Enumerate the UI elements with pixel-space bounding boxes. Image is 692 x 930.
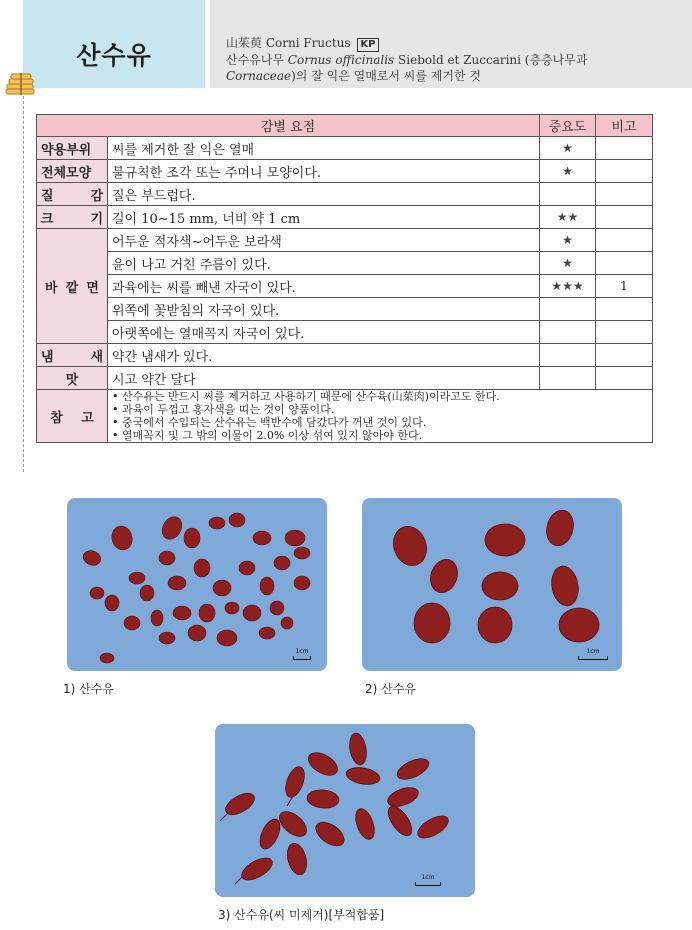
row-text: 씨를 제거한 잘 익은 열매: [108, 137, 540, 160]
dried-fruit-pieces-image: [67, 498, 327, 671]
row-note: [596, 183, 653, 206]
spaced-label: [41, 346, 103, 365]
reference-notes: [108, 390, 653, 443]
row-note: [596, 298, 653, 321]
header-line-3: [226, 67, 481, 84]
plant-name: 산수유나무: [226, 53, 284, 67]
scale-line: [578, 656, 608, 660]
species-name: Cornus officinalis: [287, 53, 395, 67]
identification-table: [36, 114, 653, 443]
latin-name: Corni Fructus: [265, 36, 351, 50]
photo-3: [215, 724, 475, 897]
table-row: [37, 298, 653, 321]
row-text: 길이 10∼15 mm, 너비 약 1 cm: [108, 206, 540, 229]
header-main: 감별 요점: [37, 115, 540, 137]
reference-item: • 중국에서 수입되는 산수유는 백반수에 담갔다가 꺼낸 것이 있다.: [112, 416, 427, 429]
row-label: 약용부위: [37, 137, 108, 160]
scale-bar: [415, 874, 441, 886]
row-text: 위쪽에 꽃받침의 자국이 있다.: [108, 298, 540, 321]
row-stars: [540, 183, 596, 206]
label-char: 기: [90, 211, 103, 227]
row-label: 전체모양: [37, 160, 108, 183]
row-note: [596, 321, 653, 344]
smell-label: [37, 344, 108, 367]
scale-label: 1cm: [295, 648, 309, 655]
row-stars: ★: [540, 252, 596, 275]
reference-item: • 산수유는 반드시 씨를 제거하고 사용하기 때문에 산수육(山茱肉)이라고도 한다.: [112, 390, 500, 403]
row-note: [596, 229, 653, 252]
label-char: 참: [50, 410, 63, 426]
header-line-1: [226, 34, 379, 52]
row-text: 아랫쪽에는 열매꼭지 자국이 있다.: [108, 321, 540, 344]
row-stars: ★: [540, 137, 596, 160]
row-stars: ★: [540, 160, 596, 183]
row-note: 1: [596, 275, 653, 298]
table-row: [37, 275, 653, 298]
label-char: 새: [90, 349, 103, 365]
table-row: [37, 160, 653, 183]
row-text: 어두운 적자색∼어두운 보라색: [108, 229, 540, 252]
scale-label: 1cm: [586, 648, 600, 655]
row-label: [37, 183, 108, 206]
label-char: 질: [41, 188, 54, 204]
row-text: 윤이 나고 거친 주름이 있다.: [108, 252, 540, 275]
row-stars: [540, 367, 596, 390]
table-row: [37, 390, 653, 443]
row-note: [596, 137, 653, 160]
margin-dashed-line: [23, 96, 24, 472]
reference-item: • 과육이 두껍고 홍자색을 띠는 것이 양품이다.: [112, 403, 335, 416]
header-note: 비고: [596, 115, 653, 137]
herb-bundle-icon: [4, 70, 38, 102]
row-text: 과육에는 씨를 빼낸 자국이 있다.: [108, 275, 540, 298]
photo-2: [362, 498, 622, 671]
scale-bar: [578, 648, 608, 660]
table-row: [37, 344, 653, 367]
table-row: [37, 229, 653, 252]
reference-item: • 열매꼭지 및 그 밖의 이물이 2.0% 이상 섞여 있지 않아야 한다.: [112, 429, 423, 442]
taste-text: 시고 약간 달다: [108, 367, 540, 390]
row-note: [596, 367, 653, 390]
label-char: 고: [81, 410, 94, 426]
page-title: 산수유: [76, 41, 152, 70]
label-char: 깥: [65, 280, 79, 296]
row-text: 질은 부드럽다.: [108, 183, 540, 206]
title-box: [23, 0, 205, 88]
row-stars: ★: [540, 229, 596, 252]
table-row: [37, 137, 653, 160]
header-line-2: [226, 51, 587, 68]
spaced-label: [41, 185, 103, 204]
outer-surface-label: [37, 229, 108, 344]
taste-label: 맛: [37, 367, 108, 390]
row-stars: ★★: [540, 206, 596, 229]
label-char: 크: [41, 211, 54, 227]
label-char: 냄: [41, 349, 54, 365]
row-stars: [540, 298, 596, 321]
table-row: [37, 367, 653, 390]
table-row: [37, 183, 653, 206]
smell-text: 약간 냄새가 있다.: [108, 344, 540, 367]
scale-bar: [293, 648, 311, 660]
row-stars: ★★★: [540, 275, 596, 298]
table-row: [37, 321, 653, 344]
header-importance: 중요도: [540, 115, 596, 137]
row-note: [596, 252, 653, 275]
author-name: Siebold et Zuccarini (층층나무과: [398, 53, 588, 67]
row-note: [596, 344, 653, 367]
row-stars: [540, 344, 596, 367]
dried-fruit-pieces-image: [362, 498, 622, 671]
row-label: [37, 206, 108, 229]
row-note: [596, 206, 653, 229]
hanja-name: 山茱萸: [226, 36, 263, 50]
scale-label: 1cm: [421, 874, 435, 881]
scale-line: [415, 882, 441, 886]
kp-badge: KP: [357, 38, 378, 52]
row-stars: [540, 321, 596, 344]
label-char: 감: [90, 188, 103, 204]
table-row: [37, 252, 653, 275]
table-row: [37, 206, 653, 229]
header-box: [210, 0, 692, 88]
photo-2-caption: 2) 산수유: [365, 682, 416, 696]
spaced-label: [41, 208, 103, 227]
label-char: 면: [86, 280, 99, 296]
photo-1-caption: 1) 산수유: [63, 682, 114, 696]
photo-3-caption: 3) 산수유(씨 미제거)[부적합품]: [218, 908, 385, 922]
label-char: 바: [45, 280, 58, 296]
scale-line: [293, 656, 311, 660]
photo-1: [67, 498, 327, 671]
row-note: [596, 160, 653, 183]
spaced-label: [41, 407, 103, 426]
family-name: Cornaceae: [226, 69, 292, 83]
spaced-label: [41, 277, 103, 296]
whole-fruits-image: [215, 724, 475, 897]
definition-text: )의 잘 익은 열매로서 씨를 제거한 것: [291, 69, 481, 83]
reference-label: [37, 390, 108, 443]
row-text: 불규칙한 조각 또는 주머니 모양이다.: [108, 160, 540, 183]
table-header-row: [37, 115, 653, 137]
